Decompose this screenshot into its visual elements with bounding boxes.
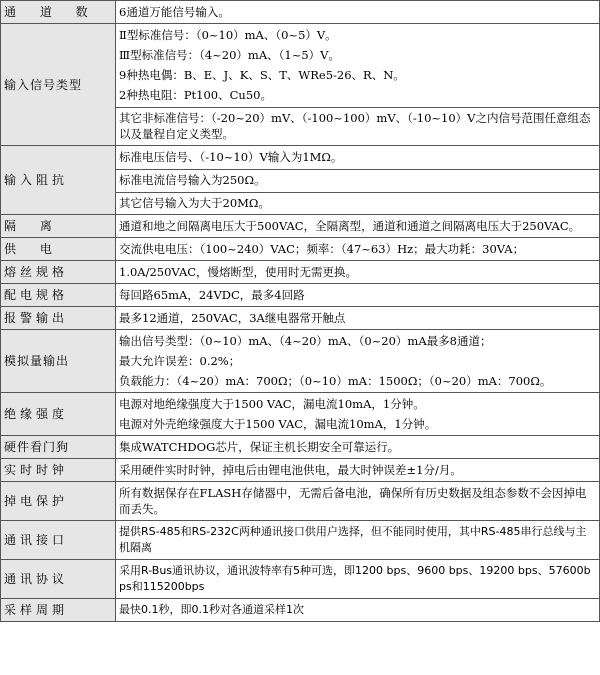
row-value: [116, 284, 600, 307]
row-label: 隔 离: [1, 215, 116, 238]
value-line: 6通道万能信号输入。: [119, 5, 230, 19]
row-value: [116, 436, 600, 459]
row-label: 采样周期: [1, 599, 116, 622]
row-value: [116, 599, 600, 622]
spec-row-power-supply: [1, 238, 600, 261]
row-label: 绝缘强度: [1, 393, 116, 436]
value-line: 最快0.1秒，即0.1秒对各通道采样1次: [119, 603, 304, 616]
row-value: [116, 393, 600, 436]
row-label: 通 道 数: [1, 1, 116, 24]
spec-row-power-loss-protection: [1, 482, 600, 521]
row-label: 报警输出: [1, 307, 116, 330]
row-value: [116, 307, 600, 330]
spec-row-alarm-output: [1, 307, 600, 330]
row-label: 实时时钟: [1, 459, 116, 482]
spec-row-isolation: [1, 215, 600, 238]
value-line: 提供RS-485和RS-232C两种通讯接口供用户选择，但不能同时使用，其中RS-485串行总线与主机隔离: [119, 525, 587, 554]
row-value: [116, 459, 600, 482]
value-line: 负载能力：（4~20）mA：700Ω；（0~10）mA：1500Ω；（0~20）mA：700Ω。: [119, 374, 552, 388]
value-line: 通道和地之间隔离电压大于500VAC，全隔离型，通道和通道之间隔离电压大于250VAC。: [119, 219, 581, 233]
value-line: 1.0A/250VAC，慢熔断型，使用时无需更换。: [119, 265, 358, 279]
row-value: [116, 1, 600, 24]
row-value: [116, 146, 600, 215]
value-line: 电源对外壳绝缘强度大于1500 VAC，漏电流10mA，1分钟。: [119, 417, 437, 431]
value-line: 输出信号类型：（0~10）mA、（4~20）mA、（0~20）mA最多8通道；: [119, 334, 492, 348]
spec-row-insulation: [1, 393, 600, 436]
spec-row-watchdog: [1, 436, 600, 459]
row-value: [116, 560, 600, 599]
value-line: 集成WATCHDOG芯片，保证主机长期安全可靠运行。: [119, 440, 400, 454]
value-line: 9种热电偶：B、E、J、K、S、T、WRe5-26、R、N。: [119, 68, 405, 82]
row-value: [116, 215, 600, 238]
row-value: [116, 238, 600, 261]
value-line: 采用R-Bus通讯协议，通讯波特率有5种可选，即1200 bps、9600 bps、19200 bps、57600bps和115200bps: [119, 564, 591, 593]
row-value: [116, 24, 600, 146]
spec-row-comm-protocol: [1, 560, 600, 599]
spec-row-analog-output: [1, 330, 600, 393]
row-value: [116, 482, 600, 521]
value-line: 标准电压信号、（-10~10）V输入为1MΩ。: [119, 150, 343, 164]
row-label: 通讯接口: [1, 521, 116, 560]
value-line: 其它信号输入为大于20MΩ。: [116, 192, 599, 213]
value-line: 其它非标准信号：（-20~20）mV、（-100~100）mV、（-10~10）V之内信号范围任意组态以及量程自定义类型。: [116, 107, 599, 144]
row-label: 配电规格: [1, 284, 116, 307]
row-label: 模拟量输出: [1, 330, 116, 393]
row-label: 供 电: [1, 238, 116, 261]
row-value: [116, 261, 600, 284]
row-label: 输入阻抗: [1, 146, 116, 215]
value-line: 交流供电电压：（100~240）VAC；频率：（47~63）Hz；最大功耗：30VA；: [119, 242, 525, 256]
row-label: 输入信号类型: [1, 24, 116, 146]
value-line: 最大允许误差：0.2%；: [119, 354, 241, 368]
row-label: 熔丝规格: [1, 261, 116, 284]
spec-row-rtc: [1, 459, 600, 482]
value-line: 2种热电阻：Pt100、Cu50。: [119, 88, 272, 102]
spec-row-channels: [1, 1, 600, 24]
value-line: 所有数据保存在FLASH存储器中，无需后备电池，确保所有历史数据及组态参数不会因掉电而丢失。: [119, 486, 587, 516]
value-line: 标准电流信号输入为250Ω。: [116, 169, 599, 190]
value-line: Ⅲ型标准信号：（4~20）mA、（1~5）V。: [119, 48, 340, 62]
row-value: [116, 330, 600, 393]
value-line: 每回路65mA，24VDC，最多4回路: [119, 288, 305, 302]
row-label: 通讯协议: [1, 560, 116, 599]
value-line: 采用硬件实时时钟，掉电后由锂电池供电，最大时钟误差±1分/月。: [119, 463, 462, 477]
row-value: [116, 521, 600, 560]
spec-row-input-signal-type: [1, 24, 600, 146]
spec-row-fuse: [1, 261, 600, 284]
value-line: 最多12通道，250VAC，3A继电器常开触点: [119, 311, 346, 325]
value-line: 电源对地绝缘强度大于1500 VAC，漏电流10mA，1分钟。: [119, 397, 425, 411]
spec-row-distribution: [1, 284, 600, 307]
spec-row-comm-interface: [1, 521, 600, 560]
spec-row-input-impedance: [1, 146, 600, 215]
row-label: 掉电保护: [1, 482, 116, 521]
row-label: 硬件看门狗: [1, 436, 116, 459]
spec-row-sampling-period: [1, 599, 600, 622]
value-line: Ⅱ型标准信号：（0~10）mA、（0~5）V。: [119, 28, 337, 42]
